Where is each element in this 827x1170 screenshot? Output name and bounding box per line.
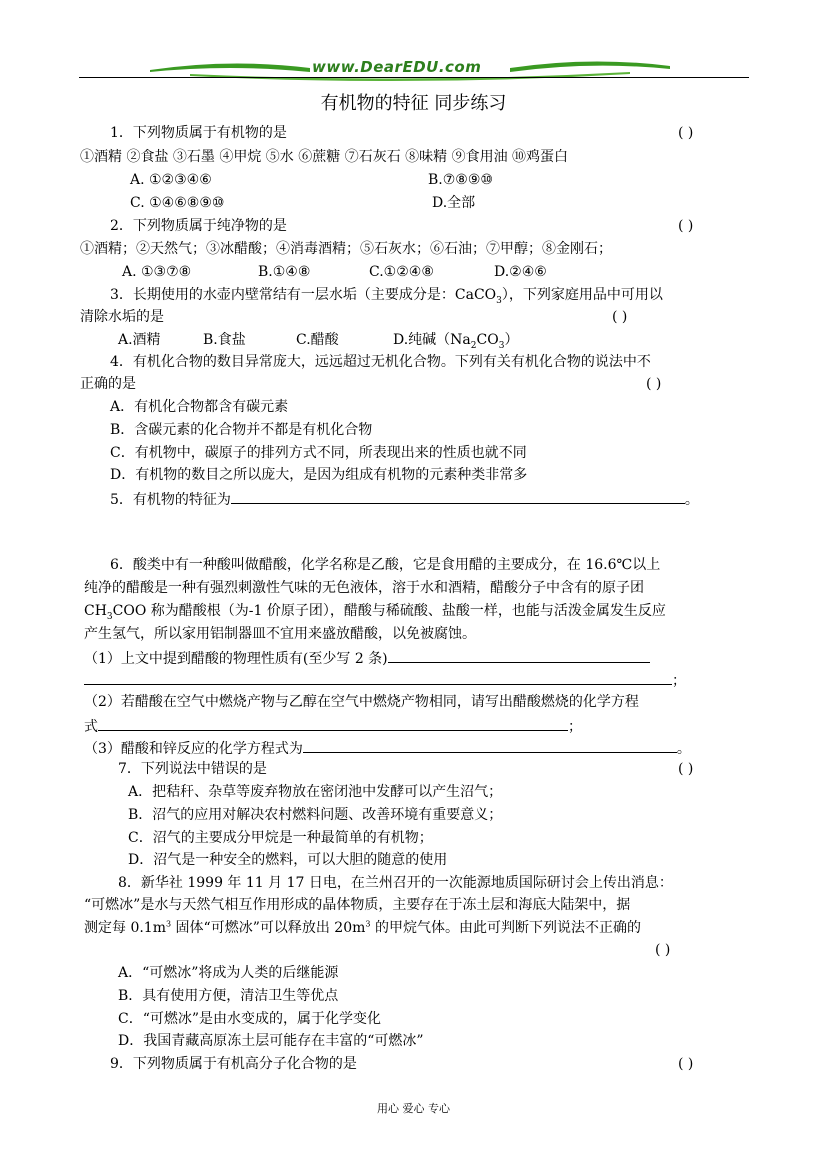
q3-line2: 清除水垢的是 <box>80 309 164 325</box>
q6-line2: 纯净的醋酸是一种有强烈刺激性气味的无色液体，溶于水和酒精，醋酸分子中含有的原子团 <box>84 580 644 596</box>
q1-stem: 1．下列物质属于有机物的是 <box>110 125 287 141</box>
q2-option-c: C.①②④⑧ <box>369 264 434 280</box>
q8-line2: “可燃冰”是水与天然气相互作用形成的晶体物质，主要存在于冻土层和海底大陆架中，据 <box>84 897 631 913</box>
page-title: 有机物的特征 同步练习 <box>320 93 507 114</box>
q2-option-b: B.①④⑧ <box>258 264 311 280</box>
q3-line1: 3．长期使用的水壶内壁常结有一层水垢（主要成分是：CaCO$_3$），下列家庭用品中可用以 <box>110 287 663 306</box>
page-footer: 用心 爱心 专心 <box>377 1102 450 1115</box>
q2-items: ①酒精；②天然气；③冰醋酸；④消毒酒精；⑤石灰水；⑥石油；⑦甲醇；⑧金刚石； <box>80 241 612 257</box>
q6-sub1: （1）上文中提到醋酸的物理性质有(至少写 2 条) <box>84 648 650 668</box>
q7-stem: 7．下列说法中错误的是 <box>118 761 267 777</box>
q6-sub1-blank[interactable] <box>388 648 650 663</box>
q1-option-a: A. ①②③④⑥ <box>130 172 212 188</box>
q3-option-c: C.醋酸 <box>296 332 339 348</box>
q1-option-b: B.⑦⑧⑨⑩ <box>428 172 493 188</box>
q8-option-d: D．我国青藏高原冻土层可能存在丰富的“可燃冰” <box>118 1033 424 1049</box>
q3-answer-paren: ( ) <box>612 309 628 325</box>
q1-option-d: D.全部 <box>432 195 476 211</box>
q6-sub1-cont: ； <box>84 670 686 690</box>
q6-sub3: （3）醋酸和锌反应的化学方程式为 。 <box>84 738 691 758</box>
q8-answer-paren: ( ) <box>655 942 671 958</box>
q6-sub3-blank[interactable] <box>303 738 677 753</box>
q9-stem: 9．下列物质属于有机高分子化合物的是 <box>110 1056 357 1072</box>
q6-sub1-blank-2[interactable] <box>84 670 672 685</box>
q6-sub2-line1: （2）若醋酸在空气中燃烧产物与乙醇在空气中燃烧产物相同，请写出醋酸燃烧的化学方程 <box>84 694 639 710</box>
q6-line4: 产生氢气，所以家用铝制器皿不宜用来盛放醋酸，以免被腐蚀。 <box>84 626 476 642</box>
q2-option-a: A. ①③⑦⑧ <box>122 264 192 280</box>
q6-sub2-blank[interactable] <box>98 716 568 731</box>
q1-items: ①酒精 ②食盐 ③石墨 ④甲烷 ⑤水 ⑥蔗糖 ⑦石灰石 ⑧味精 ⑨食用油 ⑩鸡蛋白 <box>80 149 569 165</box>
q7-option-d: D．沼气是一种安全的燃料，可以大胆的随意的使用 <box>128 852 448 868</box>
q2-option-d: D.②④⑥ <box>494 264 547 280</box>
q3-option-d: D.纯碱$(Na_2CO_3)$ <box>393 332 519 351</box>
q8-option-c: C．“可燃冰”是由水变成的，属于化学变化 <box>118 1011 382 1027</box>
q9-answer-paren: ( ) <box>678 1056 694 1072</box>
q4-line1: 4．有机化合物的数目异常庞大，远远超过无机化合物。下列有关有机化合物的说法中不 <box>110 354 651 370</box>
q5-answer-blank[interactable] <box>231 489 685 504</box>
q3-option-b: B.食盐 <box>203 332 246 348</box>
q4-option-c: C．有机物中，碳原子的排列方式不同，所表现出来的性质也就不同 <box>110 445 527 461</box>
site-logo-text: www.DearEDU.com <box>312 58 482 76</box>
q3-option-a: A.酒精 <box>118 332 161 348</box>
q4-option-d: D．有机物的数目之所以庞大，是因为组成有机物的元素种类非常多 <box>110 467 528 483</box>
q4-option-a: A．有机化合物都含有碳元素 <box>110 399 289 415</box>
q2-answer-paren: ( ) <box>678 218 694 234</box>
q8-line3: 测定每 $0.1m^3$ 固体“可燃冰”可以释放出 $20m^3$ 的甲烷气体。由此可判断下列说法不正确的 <box>84 919 641 936</box>
q8-line1: 8．新华社 1999 年 11 月 17 日电，在兰州召开的一次能源地质国际研讨会上传出消息： <box>118 875 673 891</box>
q7-answer-paren: ( ) <box>678 761 694 777</box>
q4-answer-paren: ( ) <box>646 376 662 392</box>
q4-line2: 正确的是 <box>80 376 136 392</box>
q8-option-b: B．具有使用方便，清洁卫生等优点 <box>118 988 339 1004</box>
q7-option-a: A．把秸秆、杂草等废弃物放在密闭池中发酵可以产生沼气； <box>128 784 503 800</box>
q4-option-b: B．含碳元素的化合物并不都是有机化合物 <box>110 422 373 438</box>
q6-line3: $CH_3COO$ 称为醋酸根（为-1 价原子团），醋酸与稀硫酸、盐酸一样，也能与活泼金属发生反应 <box>84 603 666 622</box>
q1-answer-paren: ( ) <box>678 125 694 141</box>
q5-line: 5．有机物的特征为 。 <box>110 489 699 509</box>
q8-option-a: A．“可燃冰”将成为人类的后继能源 <box>118 965 339 981</box>
q6-line1: 6．酸类中有一种酸叫做醋酸，化学名称是乙酸，它是食用醋的主要成分，在 16.6℃以上 <box>110 557 661 573</box>
q1-option-c: C. ①④⑥⑧⑨⑩ <box>130 195 225 211</box>
q7-option-b: B．沼气的应用对解决农村燃料问题、改善环境有重要意义； <box>128 807 503 823</box>
header-rule <box>79 77 749 78</box>
q7-option-c: C．沼气的主要成分甲烷是一种最简单的有机物； <box>128 830 433 846</box>
q2-stem: 2．下列物质属于纯净物的是 <box>110 218 287 234</box>
q6-sub2-line2: 式 ； <box>84 716 582 736</box>
